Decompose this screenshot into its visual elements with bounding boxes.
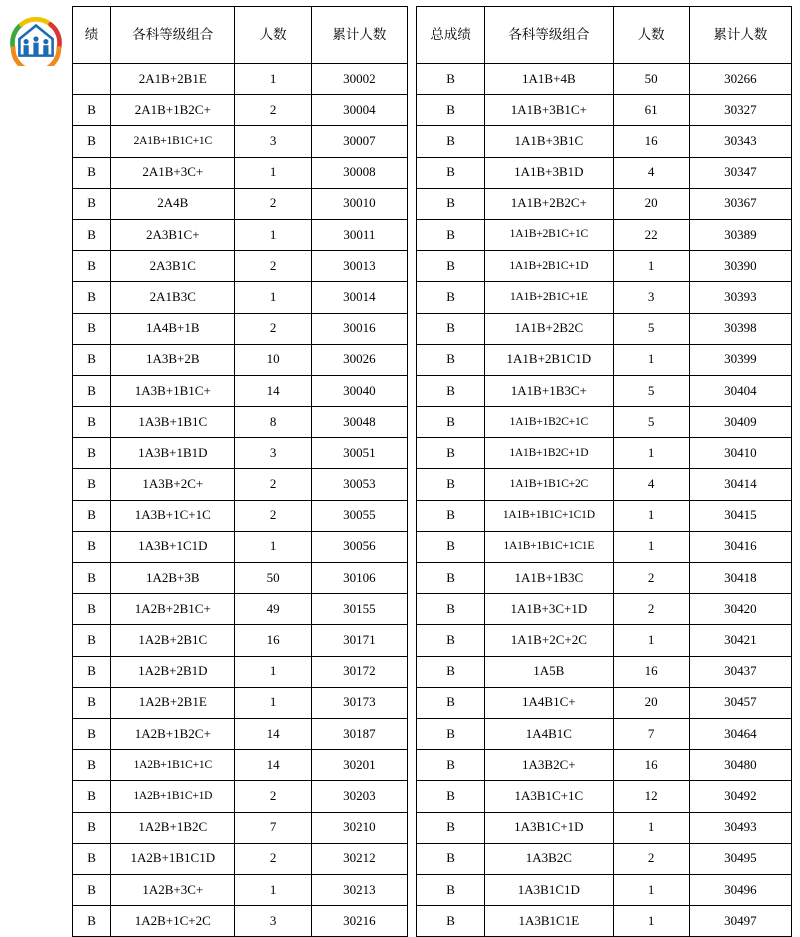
table-row	[417, 344, 792, 375]
table-row	[73, 64, 408, 95]
count-cell: 2	[235, 188, 311, 219]
grade-cell: B	[417, 594, 485, 625]
count-cell: 10	[235, 344, 311, 375]
table-row	[417, 188, 792, 219]
grade-cell: B	[417, 500, 485, 531]
cumulative-cell: 30011	[311, 219, 407, 250]
count-cell: 14	[235, 750, 311, 781]
count-cell: 5	[613, 313, 689, 344]
table-row	[73, 95, 408, 126]
count-cell: 2	[235, 95, 311, 126]
cumulative-cell: 30210	[311, 812, 407, 843]
grade-cell: B	[417, 843, 485, 874]
count-cell: 49	[235, 594, 311, 625]
table-row	[417, 313, 792, 344]
cumulative-cell: 30409	[689, 407, 791, 438]
combo-cell: 1A1B+1B2C+1C	[485, 407, 613, 438]
combo-cell: 1A3B+1B1C	[111, 407, 235, 438]
table-row	[417, 438, 792, 469]
table-row	[417, 407, 792, 438]
table-row	[73, 344, 408, 375]
grade-cell: B	[417, 219, 485, 250]
cumulative-cell: 30404	[689, 375, 791, 406]
table-row	[73, 438, 408, 469]
grade-cell: B	[73, 313, 111, 344]
table-row	[73, 812, 408, 843]
left-score-table	[72, 6, 408, 937]
header-count: 人数	[613, 7, 689, 64]
count-cell: 7	[613, 718, 689, 749]
table-row	[73, 781, 408, 812]
combo-cell: 1A3B+1C+1C	[111, 500, 235, 531]
count-cell: 1	[235, 874, 311, 905]
combo-cell: 1A3B1C+1D	[485, 812, 613, 843]
grade-cell: B	[417, 375, 485, 406]
count-cell: 16	[613, 656, 689, 687]
cumulative-cell: 30343	[689, 126, 791, 157]
table-row	[73, 625, 408, 656]
count-cell: 1	[613, 500, 689, 531]
header-subject-combo: 各科等级组合	[111, 7, 235, 64]
combo-cell: 1A1B+3B1D	[485, 157, 613, 188]
cumulative-cell: 30010	[311, 188, 407, 219]
grade-cell: B	[417, 563, 485, 594]
grade-cell: B	[417, 469, 485, 500]
cumulative-cell: 30389	[689, 219, 791, 250]
combo-cell: 2A1B+3C+	[111, 157, 235, 188]
grade-cell: B	[73, 781, 111, 812]
grade-cell: B	[417, 812, 485, 843]
count-cell: 1	[613, 531, 689, 562]
combo-cell: 1A2B+2B1D	[111, 656, 235, 687]
combo-cell: 1A1B+3C+1D	[485, 594, 613, 625]
count-cell: 1	[235, 282, 311, 313]
combo-cell: 2A1B+1B1C+1C	[111, 126, 235, 157]
table-row	[417, 594, 792, 625]
cumulative-cell: 30420	[689, 594, 791, 625]
combo-cell: 1A3B2C+	[485, 750, 613, 781]
count-cell: 1	[235, 656, 311, 687]
table-row	[73, 750, 408, 781]
cumulative-cell: 30410	[689, 438, 791, 469]
combo-cell: 1A2B+3C+	[111, 874, 235, 905]
cumulative-cell: 30480	[689, 750, 791, 781]
combo-cell: 2A1B3C	[111, 282, 235, 313]
combo-cell: 1A3B+2C+	[111, 469, 235, 500]
right-score-table	[416, 6, 792, 937]
grade-cell: B	[417, 188, 485, 219]
cumulative-cell: 30013	[311, 251, 407, 282]
cumulative-cell: 30399	[689, 344, 791, 375]
combo-cell: 1A3B+1B1D	[111, 438, 235, 469]
cumulative-cell: 30004	[311, 95, 407, 126]
combo-cell: 2A3B1C	[111, 251, 235, 282]
left-table-body	[73, 64, 408, 937]
count-cell: 12	[613, 781, 689, 812]
count-cell: 2	[613, 594, 689, 625]
grade-cell: B	[73, 126, 111, 157]
combo-cell: 1A3B1C+1C	[485, 781, 613, 812]
grade-cell: B	[73, 95, 111, 126]
table-row	[73, 874, 408, 905]
combo-cell: 2A1B+1B2C+	[111, 95, 235, 126]
count-cell: 7	[235, 812, 311, 843]
grade-cell: B	[417, 282, 485, 313]
grade-cell: B	[417, 718, 485, 749]
count-cell: 1	[613, 625, 689, 656]
cumulative-cell: 30421	[689, 625, 791, 656]
count-cell: 1	[613, 344, 689, 375]
cumulative-cell: 30155	[311, 594, 407, 625]
cumulative-cell: 30048	[311, 407, 407, 438]
cumulative-cell: 30495	[689, 843, 791, 874]
table-row	[417, 656, 792, 687]
grade-cell: B	[73, 251, 111, 282]
grade-cell: B	[417, 95, 485, 126]
count-cell: 16	[235, 625, 311, 656]
count-cell: 1	[235, 64, 311, 95]
combo-cell: 1A1B+2B2C	[485, 313, 613, 344]
combo-cell: 1A1B+2B1C+1C	[485, 219, 613, 250]
cumulative-cell: 30173	[311, 687, 407, 718]
count-cell: 2	[613, 843, 689, 874]
grade-cell: B	[417, 313, 485, 344]
grade-cell: B	[417, 438, 485, 469]
table-row	[73, 157, 408, 188]
table-row	[417, 126, 792, 157]
cumulative-cell: 30055	[311, 500, 407, 531]
count-cell: 2	[235, 843, 311, 874]
cumulative-cell: 30496	[689, 874, 791, 905]
count-cell: 16	[613, 126, 689, 157]
combo-cell: 1A2B+1B1C+1D	[111, 781, 235, 812]
cumulative-cell: 30106	[311, 563, 407, 594]
count-cell: 14	[235, 375, 311, 406]
cumulative-cell: 30187	[311, 718, 407, 749]
table-row	[417, 563, 792, 594]
grade-cell: B	[73, 625, 111, 656]
count-cell: 5	[613, 407, 689, 438]
grade-cell: B	[73, 438, 111, 469]
grade-cell: B	[73, 874, 111, 905]
grade-cell: B	[417, 157, 485, 188]
grade-cell: B	[73, 407, 111, 438]
grade-cell: B	[73, 718, 111, 749]
count-cell: 3	[235, 126, 311, 157]
table-row	[417, 906, 792, 937]
combo-cell: 1A1B+1B1C+2C	[485, 469, 613, 500]
table-row	[417, 718, 792, 749]
grade-cell: B	[73, 906, 111, 937]
combo-cell: 1A1B+1B3C+	[485, 375, 613, 406]
cumulative-cell: 30026	[311, 344, 407, 375]
table-row	[73, 282, 408, 313]
count-cell: 2	[235, 781, 311, 812]
cumulative-cell: 30203	[311, 781, 407, 812]
cumulative-cell: 30172	[311, 656, 407, 687]
count-cell: 4	[613, 157, 689, 188]
count-cell: 2	[235, 251, 311, 282]
cumulative-cell: 30016	[311, 313, 407, 344]
cumulative-cell: 30398	[689, 313, 791, 344]
count-cell: 50	[235, 563, 311, 594]
grade-cell: B	[417, 407, 485, 438]
table-row	[73, 656, 408, 687]
table-row	[417, 282, 792, 313]
header-grade: 绩	[73, 7, 111, 64]
table-row	[417, 874, 792, 905]
count-cell: 50	[613, 64, 689, 95]
combo-cell: 1A2B+2B1E	[111, 687, 235, 718]
cumulative-cell: 30390	[689, 251, 791, 282]
table-row	[417, 219, 792, 250]
combo-cell: 2A4B	[111, 188, 235, 219]
table-row	[417, 64, 792, 95]
table-row	[417, 750, 792, 781]
count-cell: 1	[235, 687, 311, 718]
grade-cell: B	[417, 344, 485, 375]
grade-cell: B	[73, 594, 111, 625]
cumulative-cell: 30051	[311, 438, 407, 469]
cumulative-cell: 30347	[689, 157, 791, 188]
count-cell: 22	[613, 219, 689, 250]
table-header-row	[417, 7, 792, 64]
combo-cell: 1A1B+2C+2C	[485, 625, 613, 656]
combo-cell: 1A2B+2B1C	[111, 625, 235, 656]
cumulative-cell: 30008	[311, 157, 407, 188]
cumulative-cell: 30327	[689, 95, 791, 126]
combo-cell: 1A1B+2B1C1D	[485, 344, 613, 375]
combo-cell: 1A2B+3B	[111, 563, 235, 594]
cumulative-cell: 30171	[311, 625, 407, 656]
combo-cell: 1A3B2C	[485, 843, 613, 874]
grade-cell: B	[73, 188, 111, 219]
combo-cell: 1A2B+1C+2C	[111, 906, 235, 937]
grade-cell: B	[73, 687, 111, 718]
cumulative-cell: 30497	[689, 906, 791, 937]
cumulative-cell: 30216	[311, 906, 407, 937]
cumulative-cell: 30415	[689, 500, 791, 531]
grade-cell: B	[417, 251, 485, 282]
grade-cell: B	[417, 687, 485, 718]
grade-cell: B	[73, 500, 111, 531]
right-table-body	[417, 64, 792, 937]
combo-cell: 1A4B1C	[485, 718, 613, 749]
grade-cell: B	[73, 812, 111, 843]
table-row	[73, 407, 408, 438]
cumulative-cell: 30418	[689, 563, 791, 594]
table-row	[73, 313, 408, 344]
combo-cell: 1A2B+1B1C+1C	[111, 750, 235, 781]
logo-container	[8, 6, 64, 66]
count-cell: 1	[613, 251, 689, 282]
grade-cell: B	[417, 781, 485, 812]
cumulative-cell: 30014	[311, 282, 407, 313]
table-row	[73, 219, 408, 250]
grade-cell: B	[417, 126, 485, 157]
table-row	[73, 563, 408, 594]
grade-cell: B	[417, 531, 485, 562]
grade-cell: B	[417, 874, 485, 905]
combo-cell: 1A1B+2B2C+	[485, 188, 613, 219]
grade-cell: B	[73, 219, 111, 250]
cumulative-cell: 30053	[311, 469, 407, 500]
combo-cell: 1A2B+1B2C+	[111, 718, 235, 749]
count-cell: 3	[613, 282, 689, 313]
table-row	[73, 500, 408, 531]
table-row	[73, 687, 408, 718]
table-row	[73, 375, 408, 406]
cumulative-cell: 30213	[311, 874, 407, 905]
table-row	[417, 251, 792, 282]
count-cell: 1	[613, 812, 689, 843]
table-row	[417, 812, 792, 843]
grade-cell	[73, 64, 111, 95]
cumulative-cell: 30266	[689, 64, 791, 95]
combo-cell: 1A1B+1B1C+1C1D	[485, 500, 613, 531]
combo-cell: 1A1B+2B1C+1D	[485, 251, 613, 282]
cumulative-cell: 30201	[311, 750, 407, 781]
combo-cell: 1A3B+2B	[111, 344, 235, 375]
combo-cell: 1A1B+2B1C+1E	[485, 282, 613, 313]
table-row	[73, 594, 408, 625]
cumulative-cell: 30367	[689, 188, 791, 219]
count-cell: 1	[235, 219, 311, 250]
table-row	[417, 500, 792, 531]
cumulative-cell: 30212	[311, 843, 407, 874]
combo-cell: 1A2B+2B1C+	[111, 594, 235, 625]
cumulative-cell: 30457	[689, 687, 791, 718]
grade-cell: B	[417, 656, 485, 687]
count-cell: 5	[613, 375, 689, 406]
cumulative-cell: 30437	[689, 656, 791, 687]
cumulative-cell: 30464	[689, 718, 791, 749]
count-cell: 4	[613, 469, 689, 500]
grade-cell: B	[73, 656, 111, 687]
header-subject-combo: 各科等级组合	[485, 7, 613, 64]
cumulative-cell: 30040	[311, 375, 407, 406]
table-row	[73, 718, 408, 749]
count-cell: 61	[613, 95, 689, 126]
count-cell: 20	[613, 687, 689, 718]
combo-cell: 1A2B+1B2C	[111, 812, 235, 843]
table-row	[417, 843, 792, 874]
cumulative-cell: 30493	[689, 812, 791, 843]
grade-cell: B	[73, 375, 111, 406]
grade-cell: B	[73, 750, 111, 781]
table-row	[417, 95, 792, 126]
grade-cell: B	[73, 344, 111, 375]
table-row	[73, 469, 408, 500]
count-cell: 3	[235, 438, 311, 469]
combo-cell: 1A4B+1B	[111, 313, 235, 344]
combo-cell: 1A1B+1B2C+1D	[485, 438, 613, 469]
count-cell: 1	[613, 906, 689, 937]
table-row	[73, 126, 408, 157]
cumulative-cell: 30492	[689, 781, 791, 812]
count-cell: 2	[235, 500, 311, 531]
combo-cell: 1A1B+3B1C	[485, 126, 613, 157]
table-row	[73, 531, 408, 562]
cumulative-cell: 30414	[689, 469, 791, 500]
combo-cell: 2A1B+2B1E	[111, 64, 235, 95]
combo-cell: 1A1B+1B3C	[485, 563, 613, 594]
count-cell: 1	[613, 874, 689, 905]
table-row	[417, 687, 792, 718]
cumulative-cell: 30393	[689, 282, 791, 313]
cumulative-cell: 30007	[311, 126, 407, 157]
table-row	[73, 251, 408, 282]
header-count: 人数	[235, 7, 311, 64]
combo-cell: 1A1B+1B1C+1C1E	[485, 531, 613, 562]
count-cell: 14	[235, 718, 311, 749]
count-cell: 1	[235, 531, 311, 562]
combo-cell: 1A5B	[485, 656, 613, 687]
combo-cell: 1A3B+1C1D	[111, 531, 235, 562]
count-cell: 20	[613, 188, 689, 219]
cumulative-cell: 30056	[311, 531, 407, 562]
table-header-row	[73, 7, 408, 64]
count-cell: 2	[235, 469, 311, 500]
combo-cell: 1A1B+3B1C+	[485, 95, 613, 126]
count-cell: 1	[235, 157, 311, 188]
table-row	[417, 781, 792, 812]
table-row	[417, 375, 792, 406]
table-row	[73, 906, 408, 937]
combo-cell: 1A1B+4B	[485, 64, 613, 95]
grade-cell: B	[417, 64, 485, 95]
cumulative-cell: 30002	[311, 64, 407, 95]
count-cell: 3	[235, 906, 311, 937]
grade-cell: B	[417, 906, 485, 937]
house-people-logo-icon	[10, 12, 62, 66]
combo-cell: 2A3B1C+	[111, 219, 235, 250]
grade-cell: B	[73, 843, 111, 874]
combo-cell: 1A3B1C1D	[485, 874, 613, 905]
count-cell: 2	[235, 313, 311, 344]
grade-cell: B	[73, 157, 111, 188]
combo-cell: 1A3B1C1E	[485, 906, 613, 937]
combo-cell: 1A3B+1B1C+	[111, 375, 235, 406]
header-total-score: 总成绩	[417, 7, 485, 64]
table-row	[73, 843, 408, 874]
table-row	[417, 531, 792, 562]
combo-cell: 1A2B+1B1C1D	[111, 843, 235, 874]
grade-cell: B	[417, 625, 485, 656]
grade-cell: B	[73, 282, 111, 313]
count-cell: 2	[613, 563, 689, 594]
combo-cell: 1A4B1C+	[485, 687, 613, 718]
count-cell: 1	[613, 438, 689, 469]
count-cell: 16	[613, 750, 689, 781]
grade-cell: B	[73, 531, 111, 562]
table-row	[417, 157, 792, 188]
table-layout	[8, 6, 792, 937]
grade-cell: B	[417, 750, 485, 781]
header-cumulative: 累计人数	[689, 7, 791, 64]
cumulative-cell: 30416	[689, 531, 791, 562]
table-row	[73, 188, 408, 219]
table-row	[417, 625, 792, 656]
table-row	[417, 469, 792, 500]
grade-cell: B	[73, 469, 111, 500]
count-cell: 8	[235, 407, 311, 438]
header-cumulative: 累计人数	[311, 7, 407, 64]
grade-cell: B	[73, 563, 111, 594]
